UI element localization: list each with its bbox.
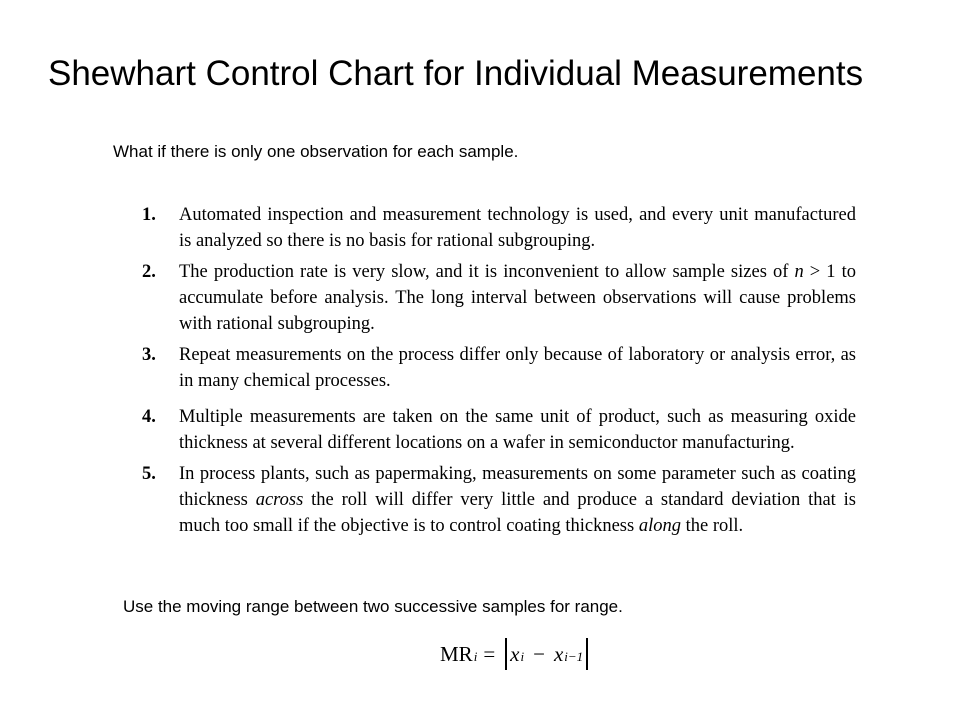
- formula-x1-subscript: i: [520, 649, 525, 664]
- reason-text-segment: Repeat measurements on the process differ only because of laboratory or analysis error, as in many chemical processes.: [179, 345, 856, 391]
- formula-abs-bar-right: [586, 638, 588, 670]
- reason-item: [134, 461, 856, 539]
- formula-minus: −: [533, 641, 545, 666]
- reason-text-segment: In process plants, such as papermaking, measurements on some parameter such as coating thickness: [179, 464, 856, 510]
- reason-number: 4.: [142, 407, 156, 427]
- reason-number: 3.: [142, 345, 156, 365]
- reason-text-segment: Multiple measurements are taken on the same unit of product, such as measuring oxide thickness at several different locations on a wafer in semiconductor manufacturing.: [179, 407, 856, 453]
- slide-title: Shewhart Control Chart for Individual Measurements: [48, 54, 864, 93]
- moving-range-formula: [440, 636, 591, 672]
- reason-text: [179, 407, 856, 453]
- reason-text-emphasis: n: [794, 262, 804, 282]
- reason-number: 2.: [142, 262, 156, 282]
- reason-item: [134, 259, 856, 337]
- formula-x2-subscript: i−1: [564, 649, 584, 664]
- reason-item: [134, 342, 856, 394]
- reason-text: [179, 464, 856, 536]
- reason-item: [134, 202, 856, 254]
- closing-text: Use the moving range between two successive samples for range.: [123, 597, 623, 616]
- reason-number: 5.: [142, 464, 156, 484]
- formula-x2: x: [553, 641, 564, 666]
- reason-text: [179, 345, 856, 391]
- formula-equals: =: [483, 641, 496, 666]
- reason-text-emphasis: along: [638, 516, 681, 536]
- reason-text: [179, 205, 856, 251]
- reasons-list: [134, 202, 856, 544]
- reason-text-segment: the roll will differ very little and produce a standard deviation that is much too small if the objective is to control coating thickness: [179, 490, 856, 536]
- reason-text-segment: Automated inspection and measurement technology is used, and every unit manufactured is analyzed so there is no basis for rational subgrouping.: [179, 205, 856, 251]
- reason-number: 1.: [142, 205, 156, 225]
- reason-text: [179, 262, 856, 334]
- reason-text-segment: the roll.: [680, 516, 744, 536]
- reason-text-emphasis: across: [255, 490, 304, 510]
- formula-lhs: MR: [440, 641, 473, 666]
- reason-text-segment: > 1 to accumulate before analysis. The long interval between observations will cause problems with rational subgrouping.: [179, 262, 856, 334]
- reason-item: [134, 404, 856, 456]
- reason-text-segment: The production rate is very slow, and it is inconvenient to allow sample sizes of: [179, 262, 795, 282]
- intro-text: What if there is only one observation for each sample.: [113, 142, 519, 161]
- formula-lhs-subscript: i: [473, 649, 478, 664]
- formula-x1: x: [510, 641, 520, 666]
- formula-abs-bar-left: [505, 638, 507, 670]
